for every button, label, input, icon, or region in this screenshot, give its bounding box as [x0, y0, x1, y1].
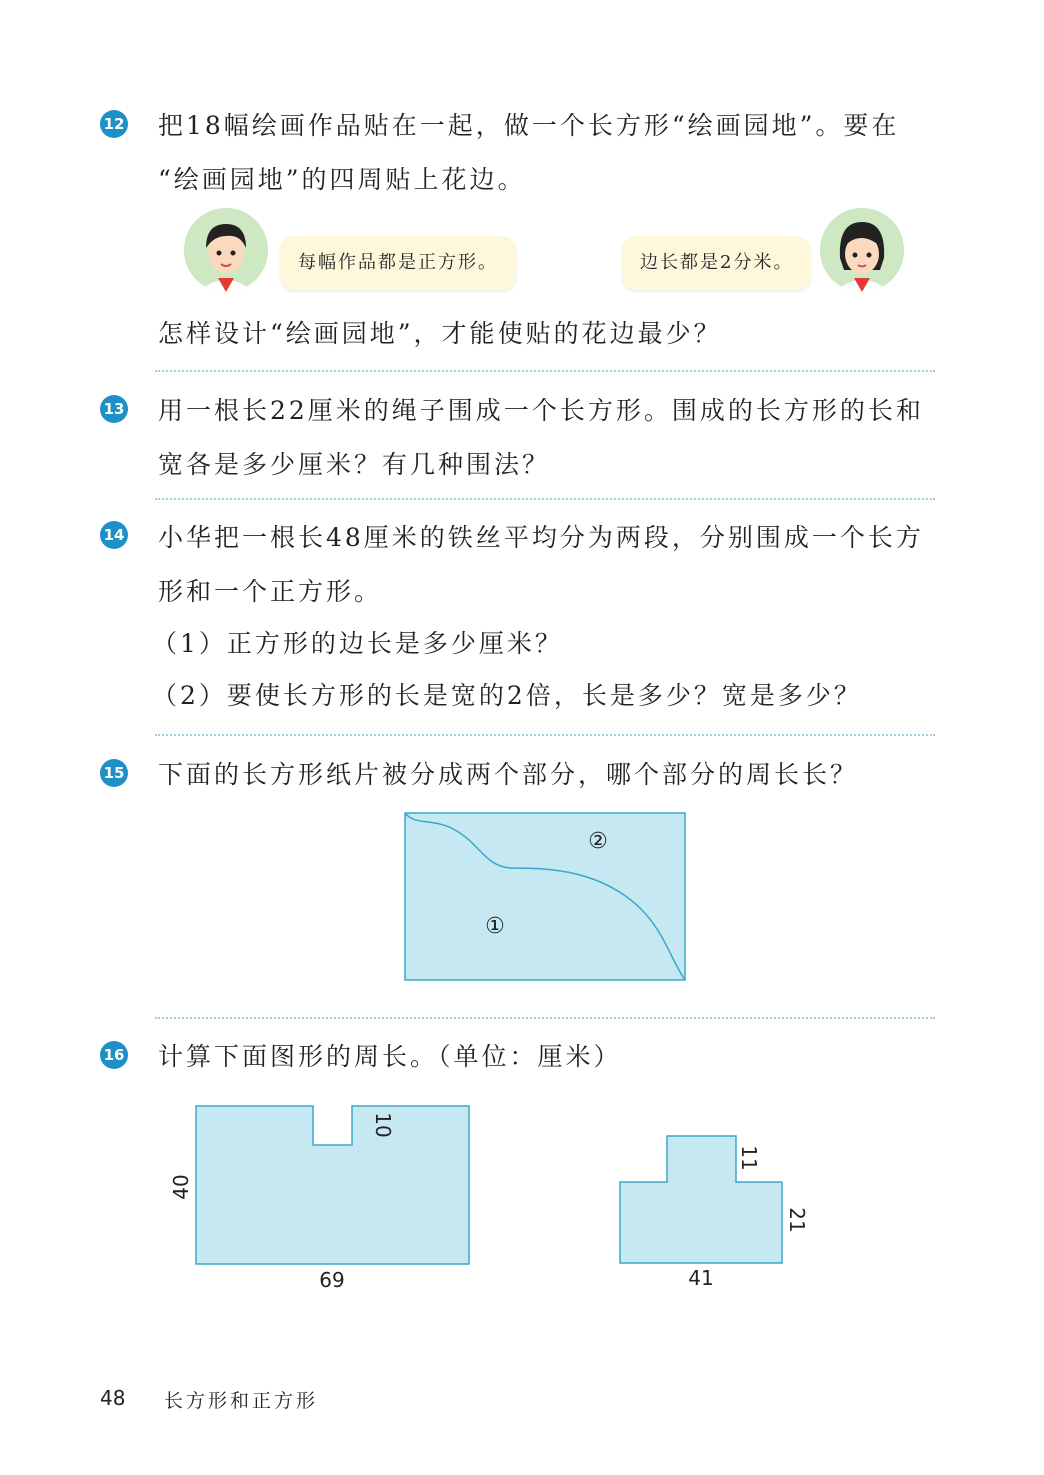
problem-12-question: 怎样设计“绘画园地”，才能使贴的花边最少？: [158, 319, 722, 348]
boy-avatar: [184, 208, 268, 292]
problem-12-line-1: 把18幅绘画作品贴在一起，做一个长方形“绘画园地”。要在: [158, 111, 900, 140]
figure2-top-step-label: 11: [737, 1145, 761, 1171]
figure2-right-side-label: 21: [785, 1207, 809, 1233]
paper-rectangle: [405, 813, 685, 980]
figure2-width-label: 41: [688, 1266, 714, 1290]
problem-15-line-1: 下面的长方形纸片被分成两个部分，哪个部分的周长长？: [158, 760, 859, 789]
boy-face-icon: [184, 208, 268, 292]
part-label-2: ②: [588, 829, 608, 854]
divider-1: [155, 370, 935, 372]
problem-16-line-1: 计算下面图形的周长。（单位：厘米）: [158, 1042, 622, 1071]
problem-number-13: 13: [100, 395, 128, 423]
divider-2: [155, 498, 935, 500]
problem-number-16: 16: [100, 1041, 128, 1069]
girl-face-icon: [820, 208, 904, 292]
problem-13-line-1: 用一根长22厘米的绳子围成一个长方形。围成的长方形的长和: [158, 396, 924, 425]
problem-number-14: 14: [100, 521, 128, 549]
divider-3: [155, 734, 935, 736]
figure1-notch-label: 10: [371, 1112, 395, 1138]
stepped-shape-figure: [600, 1125, 820, 1295]
notched-rectangle-figure: [160, 1095, 490, 1295]
girl-avatar: [820, 208, 904, 292]
problem-14-line-1: 小华把一根长48厘米的铁丝平均分为两段，分别围成一个长方: [158, 523, 924, 552]
problem-14-sub-1: （1）正方形的边长是多少厘米？: [152, 629, 563, 658]
notched-rectangle-shape: [196, 1106, 469, 1264]
figure1-height-label: 40: [169, 1174, 193, 1200]
problem-14-line-2: 形和一个正方形。: [158, 577, 383, 606]
chapter-title: 长方形和正方形: [164, 1390, 319, 1412]
problem-number-12: 12: [100, 110, 128, 138]
problem-12-line-2: “绘画园地”的四周贴上花边。: [158, 165, 526, 194]
boy-speech-bubble: 每幅作品都是正方形。: [280, 236, 516, 290]
figure1-width-label: 69: [319, 1268, 345, 1292]
problem-13-line-2: 宽各是多少厘米？有几种围法？: [158, 450, 551, 479]
problem-14-sub-2: （2）要使长方形的长是宽的2倍，长是多少？宽是多少？: [152, 681, 862, 710]
divider-4: [155, 1017, 935, 1019]
part-label-1: ①: [485, 914, 505, 939]
page-number: 48: [100, 1386, 126, 1410]
girl-speech-bubble: 边长都是2分米。: [622, 236, 811, 290]
split-rectangle-figure: [400, 808, 690, 986]
problem-number-15: 15: [100, 759, 128, 787]
